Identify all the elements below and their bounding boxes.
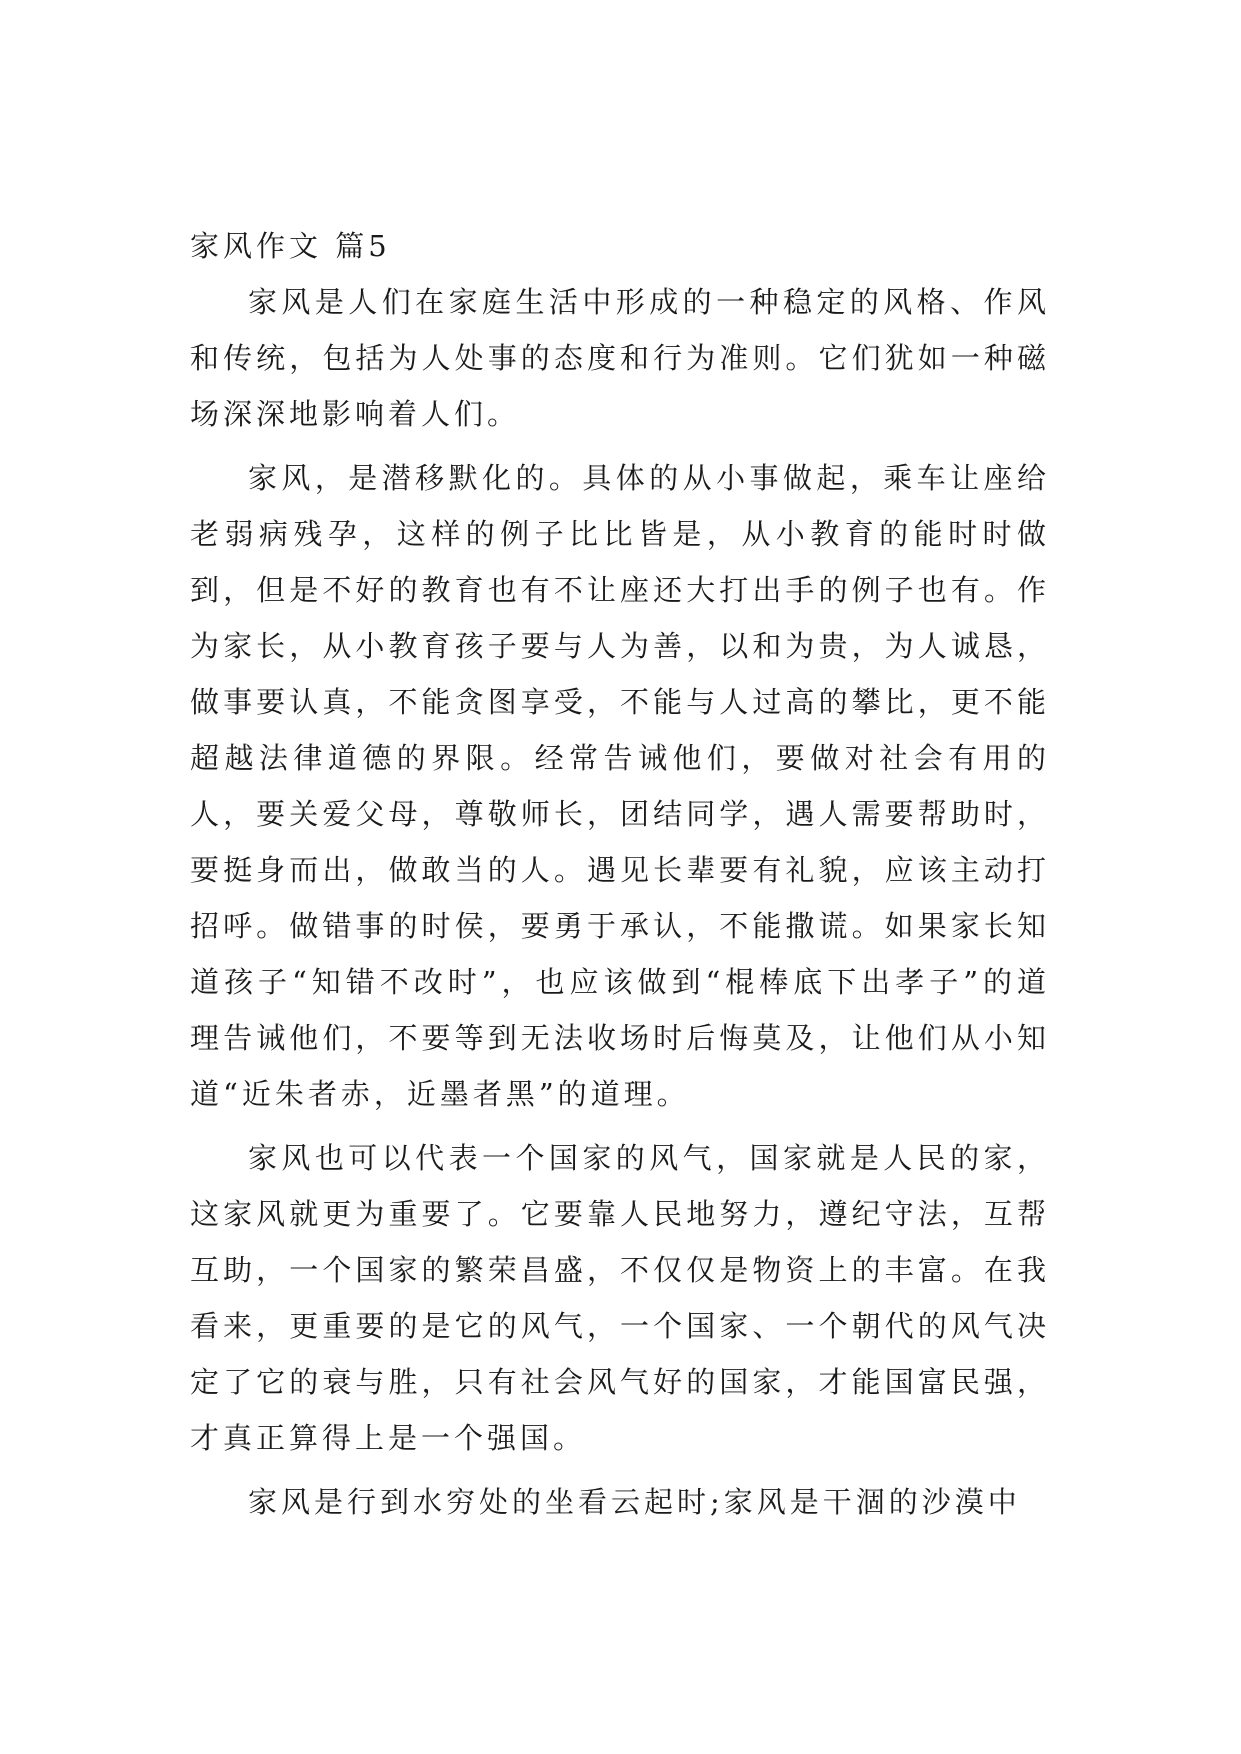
paragraph-1: 家风是人们在家庭生活中形成的一种稳定的风格、作风和传统，包括为人处事的态度和行为准则。它们犹如一种磁场深深地影响着人们。 — [190, 285, 1050, 431]
document-body — [190, 218, 1050, 1538]
paragraph-2: 家风，是潜移默化的。具体的从小事做起，乘车让座给老弱病残孕，这样的例子比比皆是，从小教育的能时时做到，但是不好的教育也有不让座还大打出手的例子也有。作为家长，从小教育孩子要与人为善，以和为贵，为人诚恳，做事要认真，不能贪图享受，不能与人过高的攀比，更不能超越法律道德的界限。经常告诫他们，要做对社会有用的人，要关爱父母，尊敬师长，团结同学，遇人需要帮助时，要挺身而出，做敢当的人。遇见长辈要有礼貌，应该主动打招呼。做错事的时侯，要勇于承认，不能撒谎。如果家长知道孩子“知错不改时”，也应该做到“棍棒底下出孝子”的道理告诫他们，不要等到无法收场时后悔莫及，让他们从小知道“近朱者赤，近墨者黑”的道理。 — [190, 461, 1050, 1111]
paragraph-3: 家风也可以代表一个国家的风气，国家就是人民的家，这家风就更为重要了。它要靠人民地努力，遵纪守法，互帮互助，一个国家的繁荣昌盛，不仅仅是物资上的丰富。在我看来，更重要的是它的风气，一个国家、一个朝代的风气决定了它的衰与胜，只有社会风气好的国家，才能国富民强，才真正算得上是一个强国。 — [190, 1141, 1050, 1455]
paragraph-4: 家风是行到水穷处的坐看云起时;家风是干涸的沙漠中 — [248, 1485, 1021, 1519]
essay-title: 家风作文 篇5 — [190, 229, 391, 263]
